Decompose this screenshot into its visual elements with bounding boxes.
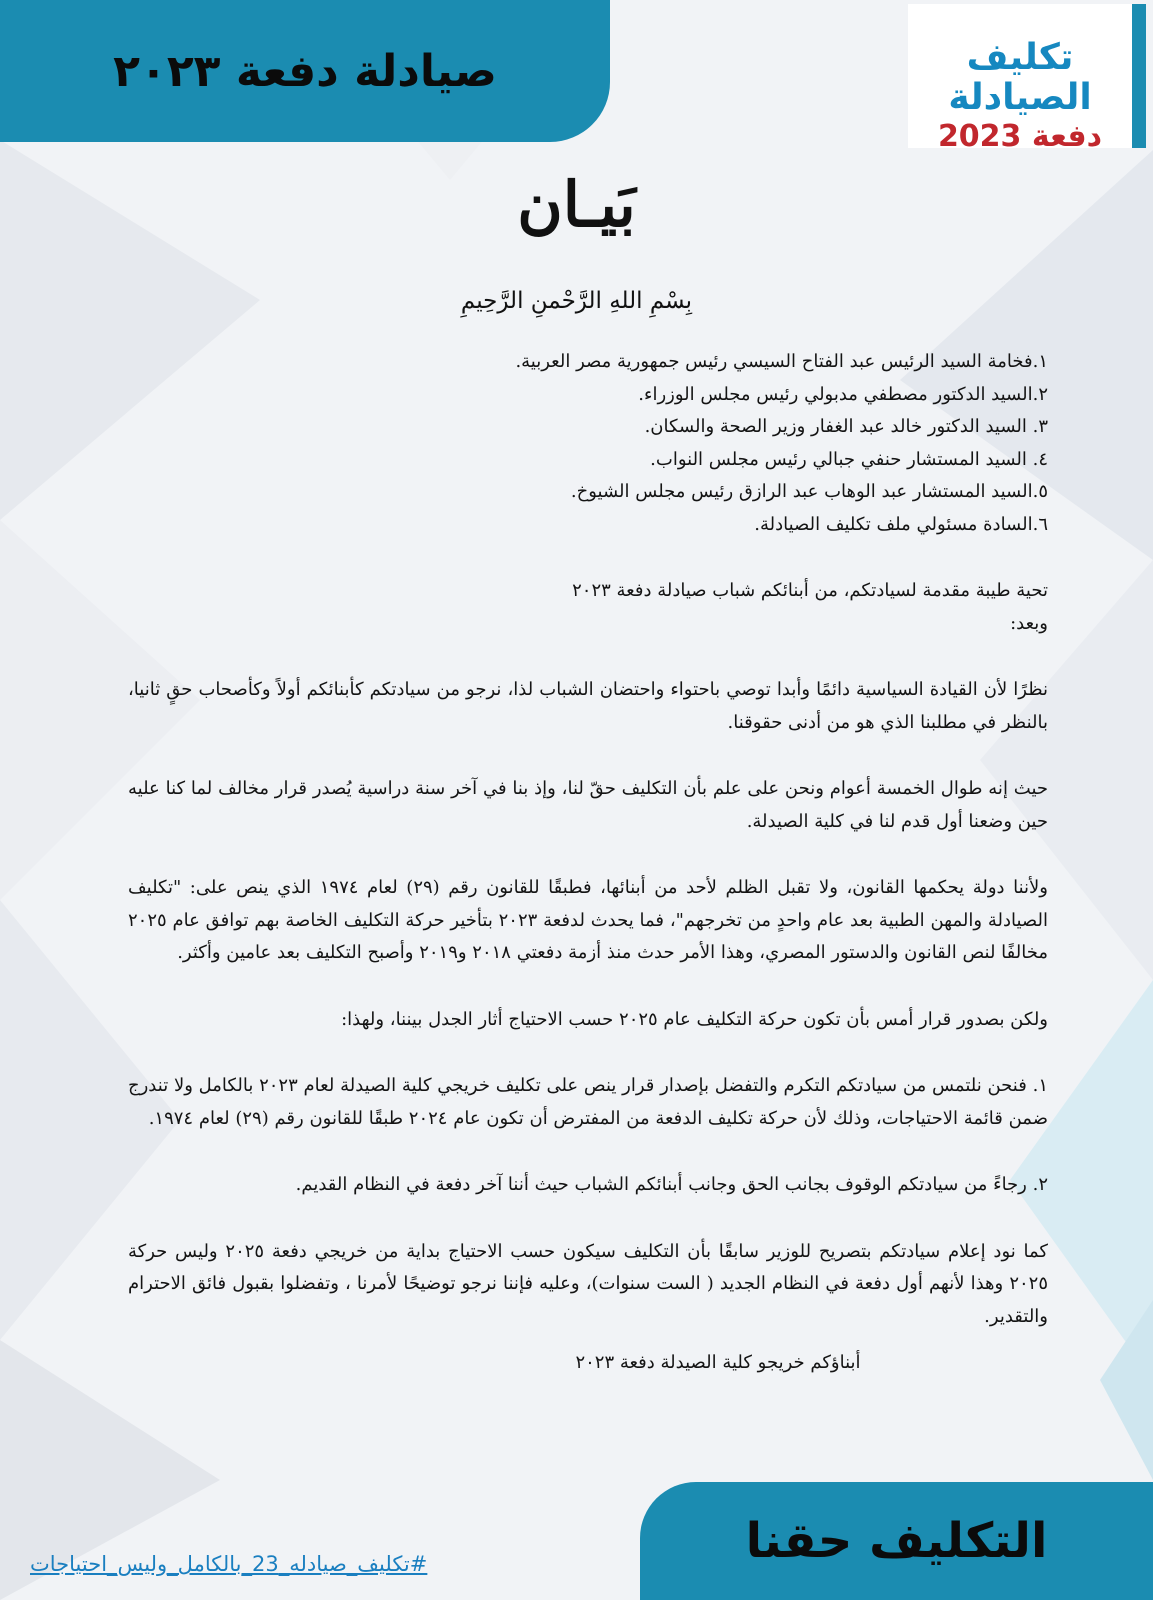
top-banner-text: صيادلة دفعة ٢٠٢٣ (113, 45, 497, 97)
recipient-item: ٢.السيد الدكتور مصطفي مدبولي رئيس مجلس الوزراء. (638, 383, 1048, 405)
document-title: بَيـان (517, 168, 636, 241)
recipient-item: ٦.السادة مسئولي ملف تكليف الصيادلة. (754, 513, 1048, 535)
recipient-item: ٥.السيد المستشار عبد الوهاب عبد الرازق رئيس مجلس الشيوخ. (570, 481, 1048, 502)
paragraph: نظرًا لأن القيادة السياسية دائمًا وأبدا توصي باحتواء واحتضان الشباب لذا، نرجو من سيادتكم كأبنائكم أولاً وكأصحاب حقٍ ثانيا، بالنظر في مطلبنا الذي هو من أدنى حقوقنا. (128, 679, 1048, 733)
paragraph: حيث إنه طوال الخمسة أعوام ونحن على علم بأن التكليف حقّ لنا، وإذ بنا في آخر سنة دراسية يُصدر قرار مخالف لما كنا عليه حين وضعنا أول قدم لنا في كلية الصيدلة. (128, 778, 1048, 832)
closing-paragraph: كما نود إعلام سيادتكم بتصريح للوزير سابقًا بأن التكليف سيكون حسب الاحتياج بداية من خريجي دفعة ٢٠٢٥ وليس حركة ٢٠٢٥ وهذا لأنهم أول دفعة في النظام الجديد ( الست سنوات)، وعليه فإننا نرجو توضيحًا لأمرنا ، وتفضلوا بقبول فائق الاحترام والتقدير. (128, 1240, 1048, 1327)
signature: أبناؤكم خريجو كلية الصيدلة دفعة ٢٠٢٣ (575, 1352, 861, 1373)
paragraph: ولكن بصدور قرار أمس بأن تكون حركة التكليف عام ٢٠٢٥ حسب الاحتياج أثار الجدل بيننا، ولهذا: (341, 1008, 1048, 1030)
recipient-item: ١.فخامة السيد الرئيس عبد الفتاح السيسي رئيس جمهورية مصر العربية. (515, 351, 1048, 372)
request-item: ١. فنحن نلتمس من سيادتكم التكرم والتفضل بإصدار قرار ينص على تكليف خريجي كلية الصيدلة لعام ٢٠٢٣ بالكامل ولا تندرج ضمن قائمة الاحتياجات، وذلك لأن حركة تكليف الدفعة من المفترض أن تكون عام ٢٠٢٤ طبقًا للقانون رقم (٢٩) لعام ١٩٧٤. (128, 1075, 1048, 1129)
basmala: بِسْمِ اللهِ الرَّحْمنِ الرَّحِيمِ (460, 288, 693, 314)
bottom-banner-text: التكليف حقنا (745, 1513, 1048, 1569)
paragraph: ولأننا دولة يحكمها القانون، ولا تقبل الظلم لأحد من أبنائها، فطبقًا للقانون رقم (٢٩) لعام ١٩٧٤ الذي ينص على: "تكليف الصيادلة والمهن الطبية بعد عام واحدٍ من تخرجهم"، فما يحدث لدفعة ٢٠٢٣ بتأخير حركة التكليف الخاصة بهم توافق عام ٢٠٢٥ مخالفًا لنص القانون والدستور المصري، وهذا الأمر حدث منذ أزمة دفعتي ٢٠١٨ و٢٠١٩ وأصبح التكليف بعد عامين وأكثر. (128, 877, 1048, 963)
logo-title: تكليف الصيادلة (948, 37, 1092, 118)
greeting: تحية طيبة مقدمة لسيادتكم، من أبنائكم شباب صيادلة دفعة ٢٠٢٣ (572, 580, 1048, 601)
campaign-logo (908, 4, 1146, 154)
logo-year: دفعة 2023 (937, 119, 1103, 154)
statement-body (128, 346, 1048, 1380)
recipients-list (128, 346, 1048, 541)
recipient-item: ٤. السيد المستشار حنفي جبالي رئيس مجلس النواب. (650, 448, 1048, 470)
after-greeting: وبعد: (1010, 612, 1048, 634)
request-item: ٢. رجاءً من سيادتكم الوقوف بجانب الحق وجانب أبنائكم الشباب حيث أننا آخر دفعة في النظام القديم. (295, 1174, 1048, 1195)
top-banner (0, 0, 610, 142)
hashtag-link[interactable]: #تكليف_صيادله_23_بالكامل_وليس_احتياجات (30, 1552, 428, 1576)
recipient-item: ٣. السيد الدكتور خالد عبد الغفار وزير الصحة والسكان. (644, 416, 1048, 437)
bottom-banner (640, 1482, 1153, 1600)
